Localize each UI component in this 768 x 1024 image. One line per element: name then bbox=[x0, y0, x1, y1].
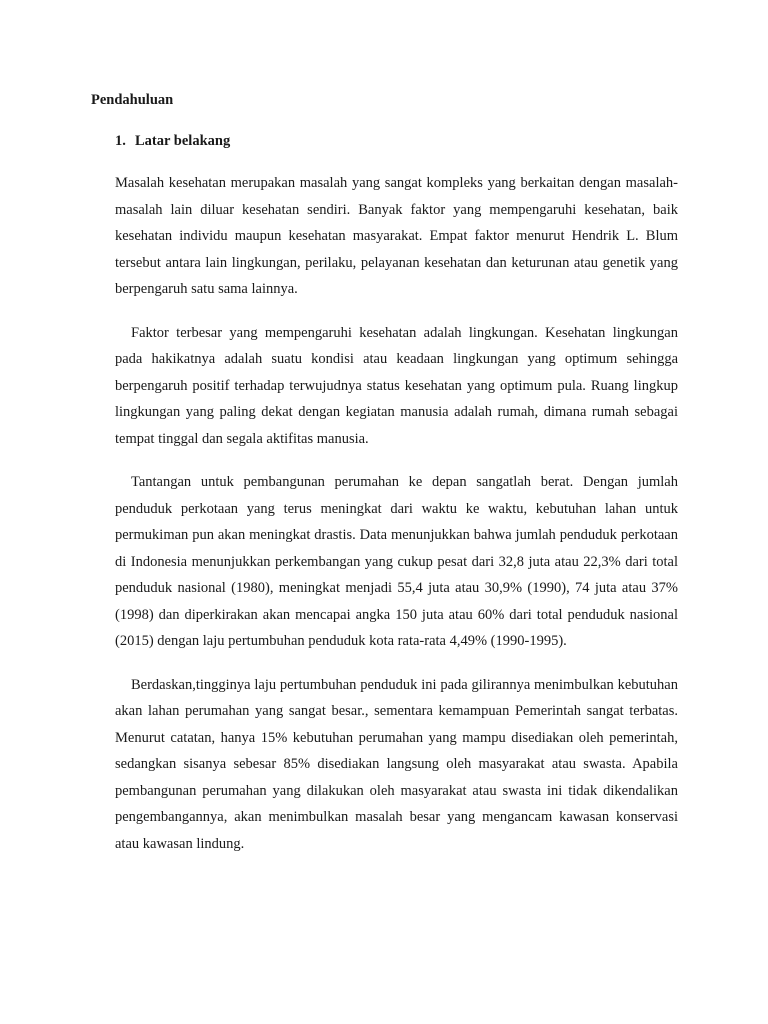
paragraph-3: Tantangan untuk pembangunan perumahan ke depan sangatlah berat. Dengan jumlah penduduk perkotaan yang terus meningkat dari waktu ke waktu, kebutuhan lahan untuk permukiman pun akan meningkat drastis. Data menunjukkan bahwa jumlah penduduk perkotaan di Indonesia menunjukkan perkembangan yang cukup pesat dari 32,8 juta atau 22,3% dari total penduduk nasional (1980), meningkat menjadi 55,4 juta atau 30,9% (1990), 74 juta atau 37% (1998) dan diperkirakan akan mencapai angka 150 juta atau 60% dari total penduduk nasional (2015) dengan laju pertumbuhan penduduk kota rata-rata 4,49% (1990-1995). bbox=[115, 474, 678, 649]
section-heading bbox=[115, 133, 230, 150]
body-text bbox=[115, 170, 678, 874]
document-title: Pendahuluan bbox=[91, 92, 174, 108]
paragraph-4: Berdaskan,tingginya laju pertumbuhan penduduk ini pada gilirannya menimbulkan kebutuhan akan lahan perumahan yang sangat besar., sementara kemampuan Pemerintah sangat terbatas. Menurut catatan, hanya 15% kebutuhan perumahan yang mampu disediakan oleh pemerintah, sedangkan sisanya sebesar 85% disediakan langsung oleh masyarakat atau swasta. Apabila pembangunan perumahan yang dilakukan oleh masyarakat atau swasta ini tidak dikendalikan pengembangannya, akan menimbulkan masalah besar yang mengancam kawasan konservasi atau kawasan lindung. bbox=[115, 676, 678, 852]
paragraph-1: Masalah kesehatan merupakan masalah yang sangat kompleks yang berkaitan dengan masalah-masalah lain diluar kesehatan sendiri. Banyak faktor yang mempengaruhi kesehatan, baik kesehatan individu maupun kesehatan masyarakat. Empat faktor menurut Hendrik L. Blum tersebut antara lain lingkungan, perilaku, pelayanan kesehatan dan keturunan atau genetik yang berpengaruh satu sama lainnya. bbox=[115, 175, 678, 297]
section-heading-text: Latar belakang bbox=[135, 133, 231, 149]
paragraph-2: Faktor terbesar yang mempengaruhi kesehatan adalah lingkungan. Kesehatan lingkungan pada hakikatnya adalah suatu kondisi atau keadaan lingkungan yang optimum sehingga berpengaruh positif terhadap terwujudnya status kesehatan yang optimum pula. Ruang lingkup lingkungan yang paling dekat dengan kegiatan manusia adalah rumah, dimana rumah sebagai tempat tinggal dan segala aktifitas manusia. bbox=[115, 324, 678, 447]
section-number: 1. bbox=[115, 133, 126, 149]
